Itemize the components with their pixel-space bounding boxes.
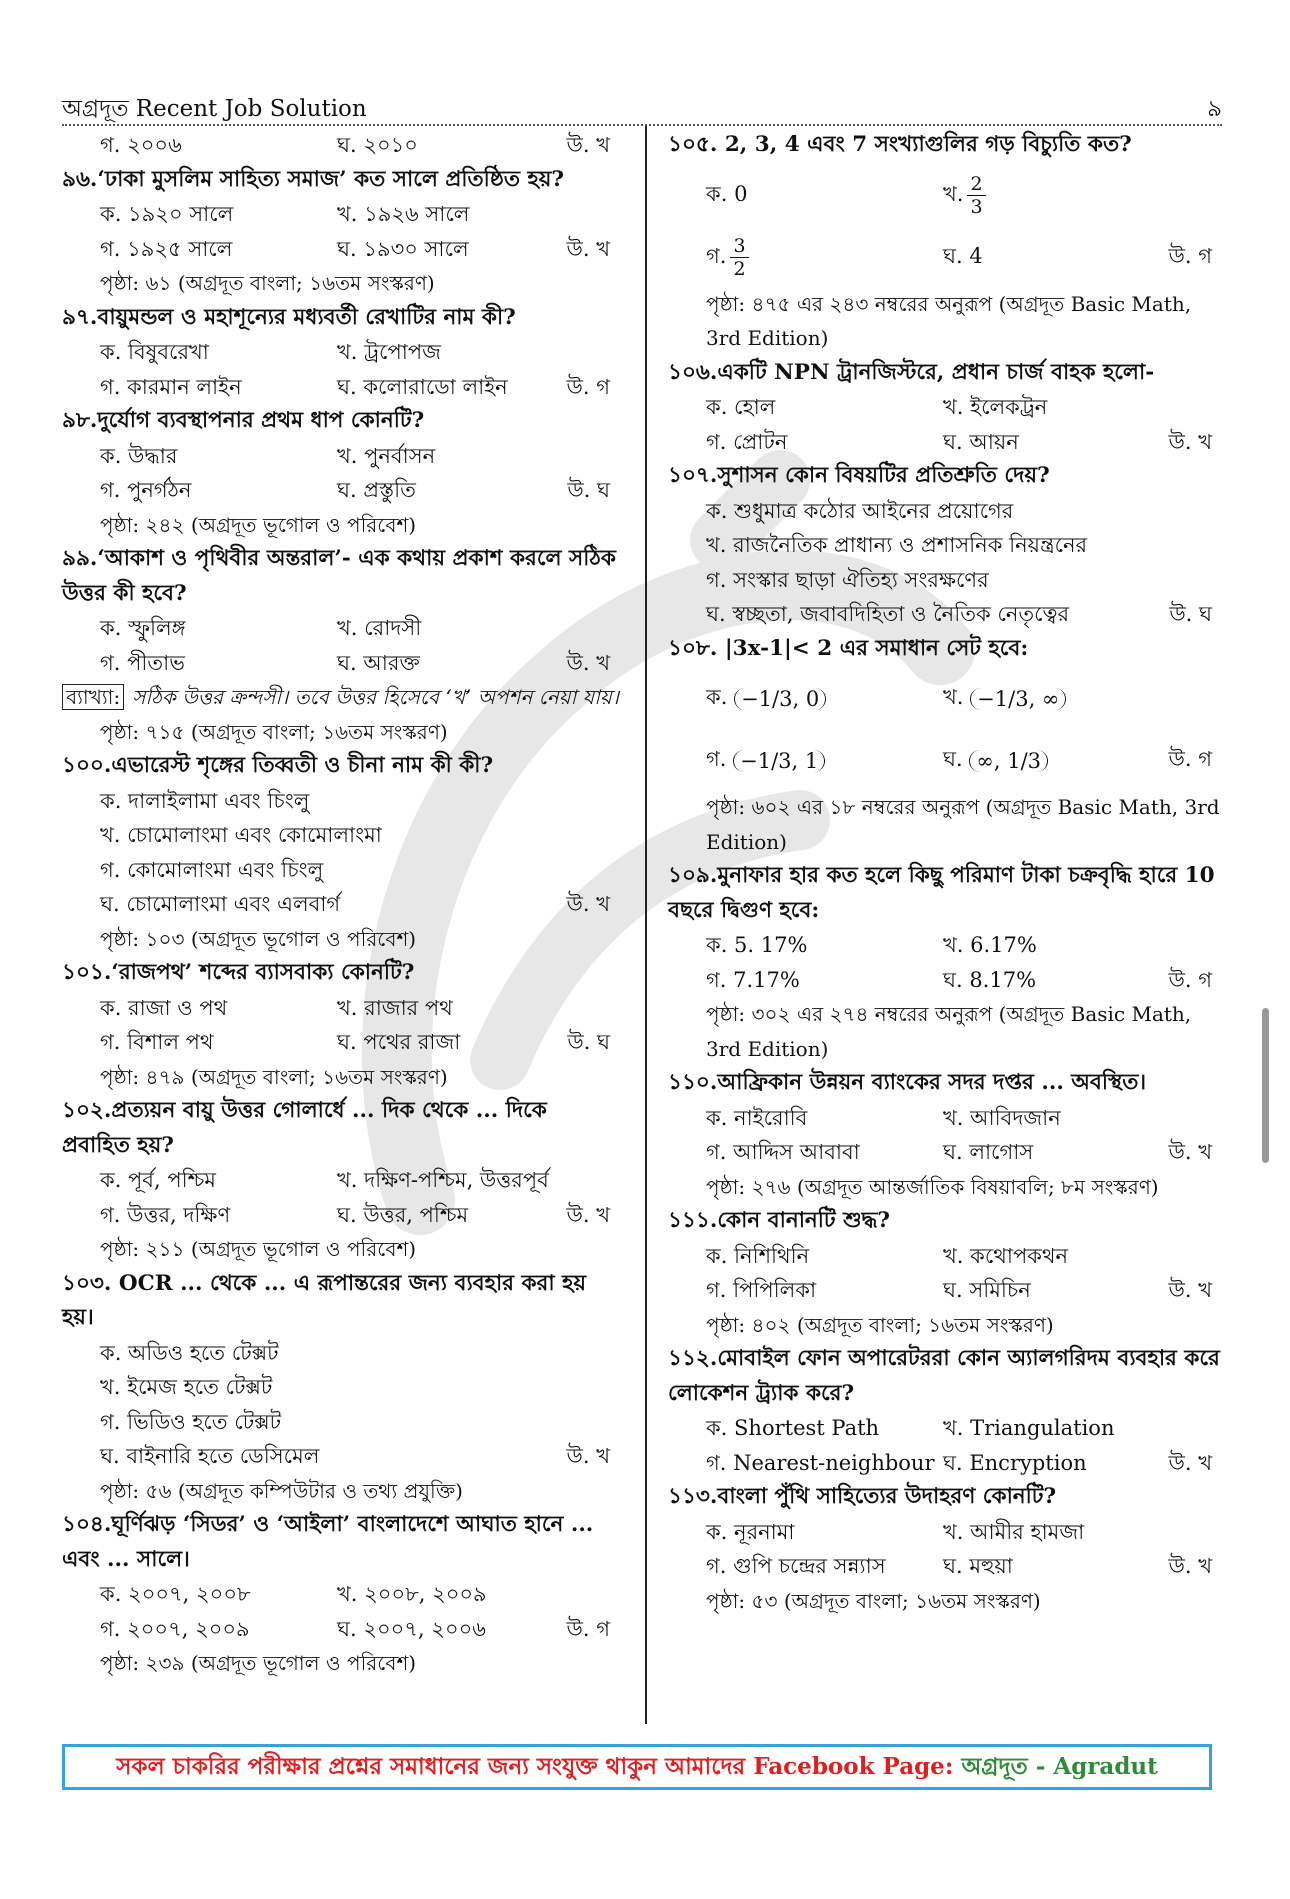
option-row (668, 390, 1224, 425)
interval-expression: −1/3, 1 (733, 750, 825, 772)
option-a: ক. নূরনামা (706, 1519, 795, 1544)
option-row (62, 473, 622, 508)
question-text: ১০২.প্রত্যয়ন বায়ু উত্তর গোলার্ধে ... দিক থেকে ... দিকে প্রবাহিত হয়? (62, 1098, 547, 1158)
option-b (943, 728, 1048, 790)
option-row (62, 1577, 622, 1612)
option-a: গ. বিশাল পথ (100, 1030, 214, 1054)
option-b: ঘ. মহুয়া (943, 1554, 1013, 1578)
answer-label: উ. খ (1168, 1554, 1212, 1578)
option-a: গ. কারমান লাইন (100, 374, 242, 399)
option-a (706, 225, 753, 287)
interval-right: 1 (804, 748, 819, 773)
option-row (62, 818, 622, 853)
option-row (62, 1612, 622, 1647)
option-a (706, 666, 826, 728)
question-text: ১০১.‘রাজপথ’ শব্দের ব্যাসবাক্য কোনটি? (62, 960, 415, 985)
option-b: খ. কথোপকথন (943, 1243, 1069, 1268)
option-row (62, 611, 622, 646)
option-prefix: ঘ. (943, 747, 963, 771)
fraction-denominator: 3 (970, 195, 983, 218)
option-prefix: গ. (706, 747, 727, 771)
option-prefix: খ. (943, 685, 964, 709)
option-b: ঘ. ১৯৩০ সালে (337, 236, 469, 261)
option-row (668, 225, 1224, 287)
option-prefix: ক. (706, 685, 728, 709)
option-text: ঘ. স্বচ্ছতা, জবাবদিহিতা ও নৈতিক নেতৃত্বের (706, 602, 1070, 626)
interval-expression: −1/3, ∞ (970, 688, 1066, 710)
option-a: গ. পিপিলিকা (706, 1278, 817, 1302)
fraction-numerator: 3 (730, 235, 748, 258)
option-b: ঘ. আরক্ত (337, 650, 420, 675)
option-text: ক. দালাইলামা এবং চিংলু (100, 788, 310, 813)
reference-text: পৃষ্ঠা: ৫৩ (অগ্রদূত বাংলা; ১৬তম সংস্করণ) (706, 1588, 1041, 1613)
option-row (62, 232, 622, 267)
option-row (668, 425, 1224, 460)
option-value: 0 (734, 181, 748, 206)
option-b: ঘ. আয়ন (943, 429, 1019, 454)
option-b: ঘ. Encryption (943, 1450, 1087, 1475)
answer-label: উ. ঘ (567, 1030, 610, 1054)
interval-expression: ∞, 1/3 (969, 750, 1048, 772)
interval-expression: −1/3, 0 (734, 688, 826, 710)
answer-label: উ. গ (1168, 747, 1212, 771)
option-b: ঘ. ২০১০ (337, 133, 418, 157)
option-a: ক. হোল (706, 395, 776, 419)
option-b: ঘ. পথের রাজা (337, 1030, 461, 1054)
option-text: গ. সংস্কার ছাড়া ঐতিহ্য সংরক্ষণের (706, 567, 989, 592)
fraction (730, 235, 748, 280)
answer-label: উ. খ (1168, 1450, 1212, 1475)
option-row (62, 1439, 622, 1474)
option-row (62, 335, 622, 370)
answer-label: উ. গ (566, 374, 610, 399)
option-a: গ. উত্তর, দক্ষিণ (100, 1202, 231, 1227)
option-a: ক. নাইরোবি (706, 1105, 808, 1130)
option-prefix: ঘ. (943, 243, 963, 268)
option-b: খ. ইলেকট্রন (943, 395, 1048, 419)
option-text: গ. ভিডিও হতে টেক্সট (100, 1409, 282, 1434)
question-text: ৯৯.‘আকাশ ও পৃথিবীর অন্তরাল’- এক কথায় প্রকাশ করলে সঠিক উত্তর কী হবে? (62, 546, 616, 606)
option-row (62, 784, 622, 819)
option-a: গ. গুপি চন্দ্রের সন্ন্যাস (706, 1554, 886, 1578)
reference-text: পৃষ্ঠা: ৪০২ (অগ্রদূত বাংলা; ১৬তম সংস্করণ) (706, 1312, 1054, 1337)
answer-label: উ. খ (566, 133, 610, 157)
question-text: ১০০.এভারেস্ট শৃঙ্গের তিব্বতী ও চীনা নাম কী কী? (62, 753, 494, 778)
option-a: গ. ২০০৬ (100, 133, 182, 157)
reference-text: পৃষ্ঠা: ৪৭৫ এর ২৪৩ নম্বরের অনুরূপ (অগ্রদূত Basic Math, 3rd Edition) (706, 291, 1192, 350)
option-text: গ. কোমোলাংমা এবং চিংলু (100, 857, 324, 882)
option-a: ক. বিষুবরেখা (100, 340, 209, 364)
option-row (668, 163, 1224, 225)
option-row (62, 1163, 622, 1198)
option-a: গ. 7.17% (706, 967, 800, 992)
option-a: ক. রাজা ও পথ (100, 995, 228, 1020)
question-text: ১০৮. |3x-1|< 2 এর সমাধান সেট হবে: (668, 635, 1029, 661)
option-row (668, 728, 1224, 790)
book-title: অগ্রদূত Recent Job Solution (62, 96, 367, 122)
option-b: ঘ. সমিচিন (943, 1278, 1031, 1302)
option-b: ঘ. উত্তর, পশ্চিম (337, 1202, 469, 1227)
option-row (62, 1405, 622, 1440)
option-row (668, 1101, 1224, 1136)
question-text: ১১৩.বাংলা পুঁথি সাহিত্যের উদাহরণ কোনটি? (668, 1484, 1057, 1509)
question-text: ১০৭.সুশাসন কোন বিষয়টির প্রতিশ্রুতি দেয়? (668, 463, 1050, 488)
option-b: খ. দক্ষিণ-পশ্চিম, উত্তরপূর্ব (337, 1168, 549, 1192)
option-a: গ. ১৯২৫ সালে (100, 236, 233, 261)
option-row (668, 1515, 1224, 1550)
answer-label: উ. খ (1168, 429, 1212, 454)
option-a: ক. ২০০৭, ২০০৮ (100, 1582, 251, 1606)
interval-right: ∞ (1041, 686, 1060, 711)
answer-label: উ. খ (566, 650, 610, 675)
option-row (62, 1025, 622, 1060)
reference-text: পৃষ্ঠা: ২৭৬ (অগ্রদূত আন্তর্জাতিক বিষয়াবলি; ৮ম সংস্করণ) (706, 1174, 1159, 1199)
reference-text: পৃষ্ঠা: ৬০২ এর ১৮ নম্বরের অনুরূপ (অগ্রদূত Basic Math, 3rd Edition) (706, 795, 1220, 854)
fraction-denominator: 2 (733, 257, 746, 280)
option-row (668, 597, 1224, 632)
option-row (62, 887, 622, 922)
option-text: ঘ. বাইনারি হতে ডেসিমেল (100, 1444, 320, 1468)
fraction (967, 173, 985, 218)
option-text: ক. অডিও হতে টেক্সট (100, 1340, 279, 1365)
answer-label: উ. খ (1168, 1278, 1212, 1302)
reference-text: পৃষ্ঠা: ৬১ (অগ্রদূত বাংলা; ১৬তম সংস্করণ) (100, 271, 435, 295)
question-text: ৯৬.‘ঢাকা মুসলিম সাহিত্য সমাজ’ কত সালে প্রতিষ্ঠিত হয়? (62, 166, 565, 192)
interval-left: −1/3 (977, 686, 1029, 711)
option-a: গ. ২০০৭, ২০০৯ (100, 1616, 250, 1641)
interval-left: −1/3 (741, 686, 793, 711)
option-row (668, 1411, 1224, 1446)
reference-text: পৃষ্ঠা: ২১১ (অগ্রদূত ভূগোল ও পরিবেশ) (100, 1237, 417, 1261)
option-b: ঘ. প্রস্তুতি (337, 478, 416, 502)
interval-left: ∞ (976, 748, 994, 773)
option-a: গ. Nearest-neighbour (706, 1450, 935, 1475)
option-b: খ. ২০০৮, ২০০৯ (337, 1582, 487, 1606)
footer-text: সকল চাকরির পরীক্ষার প্রশ্নের সমাধানের জন্য সংযুক্ত থাকুন আমাদের Facebook Page: (116, 1753, 962, 1780)
option-row (62, 1370, 622, 1405)
fraction-numerator: 2 (967, 173, 985, 196)
option-row (668, 528, 1224, 563)
question-text: ১০৫. 2, 3, 4 এবং 7 সংখ্যাগুলির গড় বিচ্যুতি কত? (668, 132, 1132, 157)
option-row (62, 128, 622, 163)
question-text: ১০৪.ঘূর্ণিঝড় ‘সিডর’ ও ‘আইলা’ বাংলাদেশে আঘাত হানে ... এবং ... সালে। (62, 1512, 594, 1572)
answer-label: উ. খ (566, 1202, 610, 1227)
option-a (706, 163, 747, 225)
interval-left: −1/3 (740, 748, 792, 773)
option-b (943, 225, 983, 287)
option-a: ক. নিশিথিনি (706, 1243, 810, 1268)
question-text: ১১০.আফ্রিকান উন্নয়ন ব্যাংকের সদর দপ্তর ... অবস্থিত। (668, 1070, 1147, 1095)
option-a: গ. আদ্দিস আবাবা (706, 1140, 860, 1164)
option-text: ঘ. চোমোলাংমা এবং এলবার্গ (100, 892, 341, 916)
option-b (943, 666, 1066, 728)
option-a: ক. উদ্ধার (100, 443, 178, 468)
option-row (668, 1549, 1224, 1584)
option-a (706, 728, 825, 790)
footer-banner (62, 1744, 1212, 1790)
option-b: ঘ. লাগোস (943, 1140, 1034, 1164)
option-row (668, 494, 1224, 529)
answer-label: উ. ঘ (1169, 602, 1212, 626)
option-row (62, 439, 622, 474)
option-row (62, 1336, 622, 1371)
option-row (668, 666, 1224, 728)
option-row (668, 963, 1224, 998)
question-text: ১০৯.মুনাফার হার কত হলে কিছু পরিমাণ টাকা চক্রবৃদ্ধি হারে 10 বছরে দ্বিগুণ হবে: (668, 863, 1215, 923)
option-b: খ. ট্রপোপজ (337, 340, 441, 364)
option-b: খ. Triangulation (943, 1416, 1115, 1440)
question-text: ১০৬.একটি NPN ট্রানজিস্টরে, প্রধান চার্জ বাহক হলো- (668, 359, 1155, 385)
answer-label: উ. খ (566, 236, 610, 261)
answer-label: উ. খ (566, 1444, 610, 1468)
option-prefix: খ. (943, 181, 964, 206)
question-text: ৯৮.দুর্যোগ ব্যবস্থাপনার প্রথম ধাপ কোনটি? (62, 408, 425, 433)
question-text: ১১১.কোন বানানটি শুদ্ধ? (668, 1208, 890, 1233)
interval-right: 1/3 (1007, 748, 1041, 773)
answer-label: উ. ঘ (567, 478, 610, 502)
explanation-note (62, 680, 622, 715)
option-a: ক. পূর্ব, পশ্চিম (100, 1168, 216, 1192)
option-row (62, 1198, 622, 1233)
reference-text: পৃষ্ঠা: ৪৭৯ (অগ্রদূত বাংলা; ১৬তম সংস্করণ) (100, 1064, 448, 1089)
option-a: ক. 5. 17% (706, 933, 808, 957)
option-row (668, 563, 1224, 598)
option-b: খ. ১৯২৬ সালে (337, 202, 470, 226)
question-text: ৯৭.বায়ুমন্ডল ও মহাশূন্যের মধ্যবর্তী রেখাটির নাম কী? (62, 304, 516, 330)
option-b: ঘ. ২০০৭, ২০০৬ (337, 1616, 486, 1641)
option-a: গ. প্রোটন (706, 429, 788, 454)
option-prefix: ক. (706, 181, 728, 206)
column-divider (645, 126, 647, 1724)
reference-text: পৃষ্ঠা: ১০৩ (অগ্রদূত ভূগোল ও পরিবেশ) (100, 926, 417, 951)
answer-label: উ. গ (1168, 967, 1212, 992)
answer-label: উ. খ (566, 892, 610, 916)
option-row (62, 853, 622, 888)
option-row (668, 1239, 1224, 1274)
page-header (62, 88, 1222, 126)
option-b: খ. 6.17% (943, 933, 1037, 957)
option-b: খ. আমীর হামজা (943, 1519, 1085, 1544)
option-a: ক. স্ফুলিঙ্গ (100, 616, 186, 640)
option-a: ক. ১৯২০ সালে (100, 202, 234, 226)
option-row (668, 928, 1224, 963)
answer-label: উ. গ (1168, 243, 1212, 268)
option-b: খ. রাজার পথ (337, 995, 453, 1020)
option-row (62, 370, 622, 405)
scrollbar-thumb[interactable] (1262, 1008, 1269, 1163)
option-b (943, 163, 990, 225)
interval-right: 0 (805, 686, 820, 711)
option-row (668, 1446, 1224, 1481)
option-a: গ. পীতাভ (100, 650, 185, 675)
option-a: গ. পুনর্গঠন (100, 478, 192, 502)
option-text: ক. শুধুমাত্র কঠোর আইনের প্রয়োগের (706, 498, 1014, 523)
left-column (62, 128, 622, 1681)
option-b: খ. পুনর্বাসন (337, 443, 436, 468)
option-text: খ. ইমেজ হতে টেক্সট (100, 1375, 273, 1399)
answer-label: উ. গ (566, 1616, 610, 1641)
option-row (62, 646, 622, 681)
option-text: খ. রাজনৈতিক প্রাধান্য ও প্রশাসনিক নিয়ন্ত্রনের (706, 533, 1088, 557)
reference-text: পৃষ্ঠা: ৭১৫ (অগ্রদূত বাংলা; ১৬তম সংস্করণ) (100, 719, 448, 744)
option-value: 4 (969, 243, 983, 268)
question-text: ১০৩. OCR ... থেকে ... এ রূপান্তরের জন্য ব্যবহার করা হয় হয়। (62, 1270, 587, 1330)
option-b: ঘ. 8.17% (943, 967, 1037, 992)
option-b: খ. আবিদজান (943, 1105, 1061, 1130)
option-row (668, 1135, 1224, 1170)
reference-text: পৃষ্ঠা: ৫৬ (অগ্রদূত কম্পিউটার ও তথ্য প্রযুক্তি) (100, 1478, 463, 1503)
reference-text: পৃষ্ঠা: ৩০২ এর ২৭৪ নম্বরের অনুরূপ (অগ্রদূত Basic Math, 3rd Edition) (706, 1002, 1192, 1061)
option-row (668, 1273, 1224, 1308)
reference-text: পৃষ্ঠা: ২৩৯ (অগ্রদূত ভূগোল ও পরিবেশ) (100, 1651, 417, 1675)
explanation-text: সঠিক উত্তর ক্রন্দসী। তবে উত্তর হিসেবে ‘খ’ অপশন নেয়া যায়। (132, 685, 619, 709)
option-b: খ. রোদসী (337, 616, 422, 640)
question-text: ১১২.মোবাইল ফোন অপারেটররা কোন অ্যালগরিদম ব্যবহার করে লোকেশন ট্র্যাক করে? (668, 1346, 1220, 1406)
option-row (62, 991, 622, 1026)
option-a: ক. Shortest Path (706, 1416, 880, 1440)
reference-text: পৃষ্ঠা: ২৪২ (অগ্রদূত ভূগোল ও পরিবেশ) (100, 512, 417, 537)
option-text: খ. চোমোলাংমা এবং কোমোলাংমা (100, 823, 382, 847)
answer-label: উ. খ (1168, 1140, 1212, 1164)
option-row (62, 197, 622, 232)
right-column (668, 128, 1224, 1618)
option-b: ঘ. কলোরাডো লাইন (337, 374, 508, 399)
explanation-tag: ব্যাখ্যা: (62, 684, 124, 710)
footer-page-name: অগ্রদূত - Agradut (961, 1753, 1158, 1780)
page-number: ৯ (1207, 96, 1222, 122)
option-prefix: গ. (706, 243, 727, 268)
